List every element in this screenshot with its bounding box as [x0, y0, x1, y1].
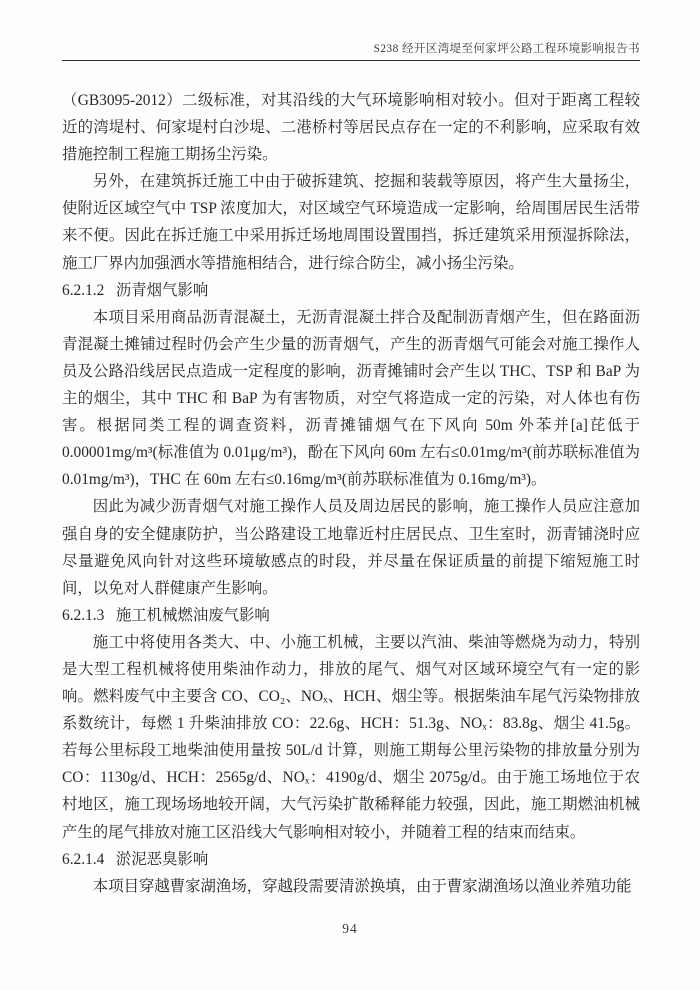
section-heading-machinery-exhaust — [62, 602, 640, 629]
paragraph-gb-standard: （GB3095-2012）二级标准，对其沿线的大气环境影响相对较小。但对于距离工程较近的湾堤村、何家堤村白沙堤、二港桥村等居民点存在一定的不利影响，应采取有效措施控制工程施工期扬尘污染。 — [62, 92, 640, 164]
report-header-title: S238 经开区湾堤至何家坪公路工程环境影响报告书 — [373, 43, 640, 55]
section-heading-asphalt-fume — [62, 277, 640, 304]
page-footer — [0, 920, 700, 938]
section-number: 6.2.1.3 — [62, 606, 105, 624]
section-title: 沥青烟气影响 — [115, 281, 209, 299]
section-title: 淤泥恶臭影响 — [115, 850, 209, 868]
page-body — [62, 87, 640, 900]
paragraph-asphalt-protection: 因此为减少沥青烟气对施工操作人员及周边居民的影响，施工操作人员应注意加强自身的安全健康防护，当公路建设工地靠近村庄居民点、卫生室时，沥青铺浇时应尽量避免风向针对这些环境敏感点的时段，并尽量在保证质量的前提下缩短施工时间，以免对人群健康产生影响。 — [62, 498, 640, 597]
page-header — [62, 42, 640, 61]
paragraph-demolition-dust: 另外，在建筑拆迁施工中由于破拆建筑、挖掘和装载等原因，将产生大量扬尘，使附近区域空气中 TSP 浓度加大，对区域空气环境造成一定影响，给周围居民生活带来不便。因此在拆迁施工中采用拆迁场地周围设置围挡，拆迁建筑采用预湿拆除法，施工厂界内加强洒水等措施相结合，进行综合防尘，减小扬尘污染。 — [62, 173, 640, 272]
section-number: 6.2.1.2 — [62, 281, 105, 299]
section-title: 施工机械燃油废气影响 — [115, 606, 270, 624]
paragraph-machinery-exhaust: 施工中将使用各类大、中、小施工机械，主要以汽油、柴油等燃烧为动力，特别是大型工程机械将使用柴油作动力，排放的尾气、烟气对区域环境空气有一定的影响。燃料废气中主要含 CO、CO₂、NOₓ、HCH、烟尘等。根据柴油车尾气污染物排放系数统计，每燃 1 升柴油排放 CO：22.6g、HCH：51.3g、NOₓ：83.8g、烟尘 41.5g。若每公里标段工地柴油使用量按 50L/d 计算，则施工期每公里污染物的排放量分别为 CO：1130g/d、HCH：2565g/d、NOₓ：4190g/d、烟尘 2075g/d。由于施工场地位于农村地区，施工现场场地较开阔，大气污染扩散稀释能力较强，因此，施工期燃油机械产生的尾气排放对施工区沿线大气影响相对较小，并随着工程的结束而结束。 — [62, 633, 640, 841]
section-number: 6.2.1.4 — [62, 850, 105, 868]
section-heading-sludge-odor — [62, 846, 640, 873]
paragraph-sludge-odor: 本项目穿越曹家湖渔场，穿越段需要清淤换填，由于曹家湖渔场以渔业养殖功能 — [92, 877, 632, 895]
paragraph-asphalt-fume: 本项目采用商品沥青混凝土，无沥青混凝土拌合及配制沥青烟产生，但在路面沥青混凝土摊铺过程时仍会产生少量的沥青烟气，产生的沥青烟气可能会对施工操作人员及公路沿线居民点造成一定程度的影响，沥青摊铺时会产生以 THC、TSP 和 BaP 为主的烟尘，其中 THC 和 BaP 为有害物质，对空气将造成一定的污染，对人体也有伤害。根据同类工程的调查资料，沥青摊铺烟气在下风向 50m 外苯并[a]芘低于 0.00001mg/m³(标准值为 0.01μg/m³)，酚在下风向 60m 左右≤0.01mg/m³(前苏联标准值为 0.01mg/m³)，THC 在 60m 左右≤0.16mg/m³(前苏联标准值为 0.16mg/m³)。 — [62, 308, 640, 489]
page-number: 94 — [342, 921, 358, 936]
header-divider — [62, 60, 640, 61]
